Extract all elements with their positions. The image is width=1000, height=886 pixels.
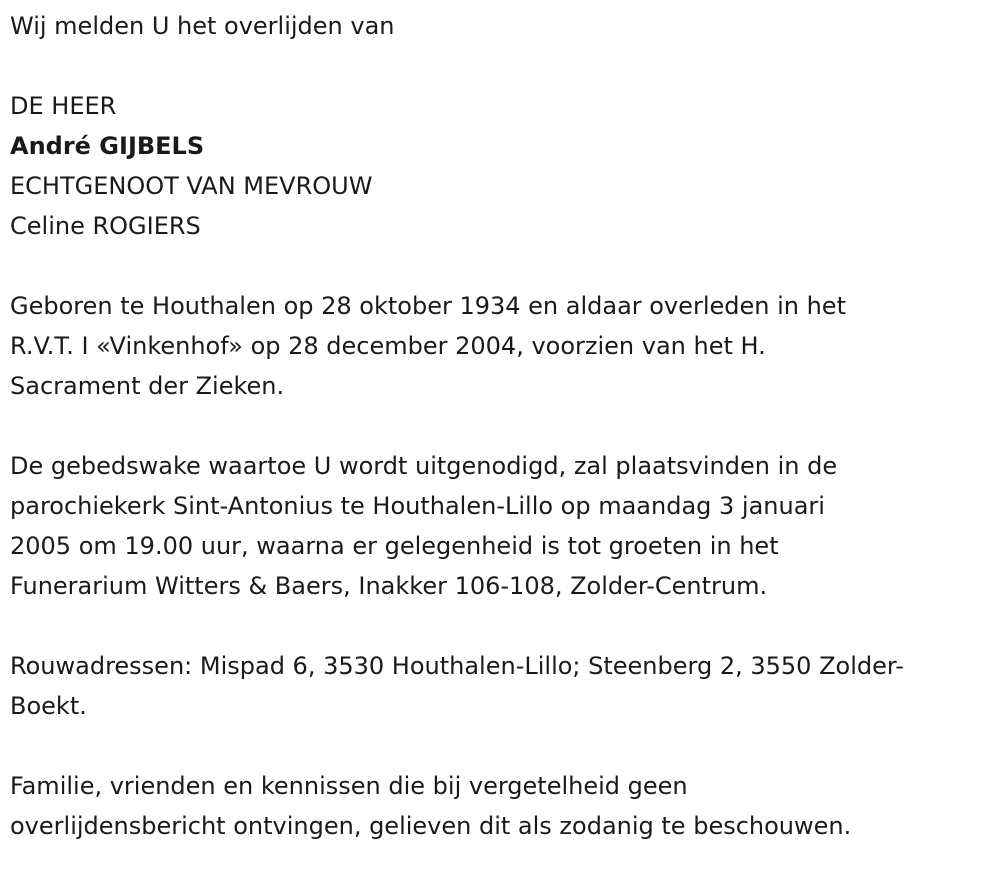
deceased-name: André GIJBELS	[10, 132, 205, 160]
spouse-label: ECHTGENOOT VAN MEVROUW	[10, 172, 373, 200]
spacer	[10, 406, 995, 446]
paragraph-line: Geboren te Houthalen op 28 oktober 1934 en aldaar overleden in het	[10, 292, 846, 320]
paragraph-line: Rouwadressen: Mispad 6, 3530 Houthalen-Lillo; Steenberg 2, 3550 Zolder-	[10, 652, 904, 680]
spacer	[10, 46, 995, 86]
spouse-name: Celine ROGIERS	[10, 212, 201, 240]
paragraph-line: Sacrament der Zieken.	[10, 372, 285, 400]
title-line: DE HEER	[10, 92, 117, 120]
paragraph-line: Funerarium Witters & Baers, Inakker 106-108, Zolder-Centrum.	[10, 572, 768, 600]
address-paragraph	[10, 646, 995, 726]
paragraph-line: parochiekerk Sint-Antonius te Houthalen-Lillo op maandag 3 januari	[10, 492, 825, 520]
obituary-notice	[10, 0, 995, 846]
spacer	[10, 606, 995, 646]
birth-paragraph	[10, 286, 995, 406]
paragraph-line: overlijdensbericht ontvingen, gelieven dit als zodanig te beschouwen.	[10, 812, 852, 840]
spacer	[10, 726, 995, 766]
paragraph-line: Familie, vrienden en kennissen die bij vergetelheid geen	[10, 772, 688, 800]
intro-text: Wij melden U het overlijden van	[10, 12, 395, 40]
paragraph-line: Boekt.	[10, 692, 87, 720]
paragraph-line: R.V.T. I «Vinkenhof» op 28 december 2004, voorzien van het H.	[10, 332, 766, 360]
paragraph-line: 2005 om 19.00 uur, waarna er gelegenheid is tot groeten in het	[10, 532, 779, 560]
spacer	[10, 246, 995, 286]
wake-paragraph	[10, 446, 995, 606]
closing-paragraph	[10, 766, 995, 846]
paragraph-line: De gebedswake waartoe U wordt uitgenodigd, zal plaatsvinden in de	[10, 452, 838, 480]
